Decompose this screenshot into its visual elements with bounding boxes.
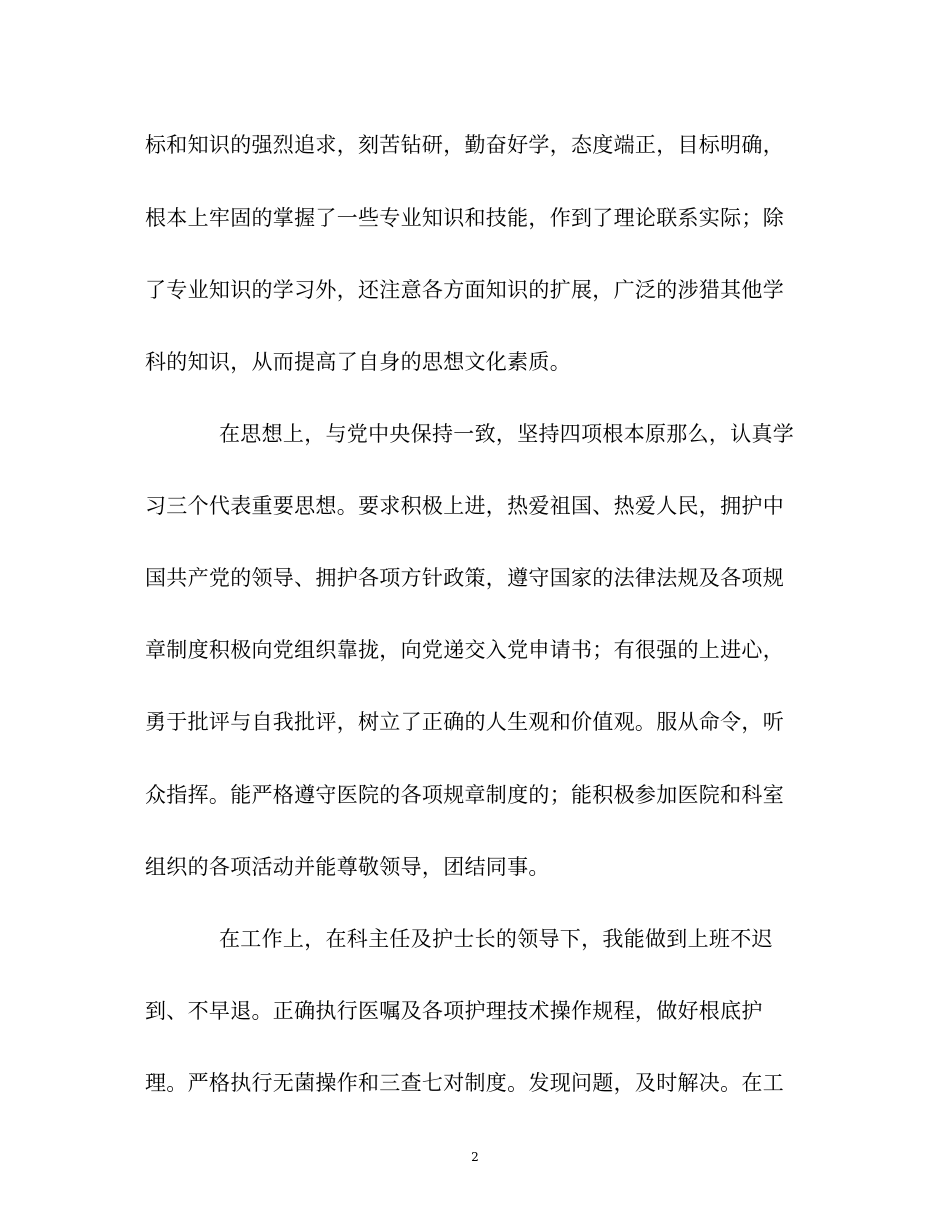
paragraph-first-line: 在工作上，在科主任及护士长的领导下，我能做到上班不迟 [219, 927, 773, 951]
text-line: 国共产党的领导、拥护各项方针政策，遵守国家的法律法规及各项规 [145, 566, 784, 590]
text-line: 了专业知识的学习外，还注意各方面知识的扩展，广泛的涉猎其他学 [145, 278, 784, 302]
text-line: 章制度积极向党组织靠拢，向党递交入党申请书；有很强的上进心， [145, 638, 784, 662]
text-line: 标和知识的强烈追求，刻苦钻研，勤奋好学，态度端正，目标明确， [145, 133, 784, 157]
page-number: 2 [471, 1150, 479, 1164]
text-line: 众指挥。能严格遵守医院的各项规章制度的；能积极参加医院和科室 [145, 783, 784, 807]
text-line: 习三个代表重要思想。要求积极上进，热爱祖国、热爱人民，拥护中 [145, 494, 784, 518]
text-line: 科的知识，从而提高了自身的思想文化素质。 [145, 350, 571, 374]
text-line: 勇于批评与自我批评，树立了正确的人生观和价值观。服从命令，听 [145, 710, 784, 734]
text-line: 到、不早退。正确执行医嘱及各项护理技术操作规程，做好根底护 [145, 999, 763, 1023]
text-line: 根本上牢固的掌握了一些专业知识和技能，作到了理论联系实际；除 [145, 206, 784, 230]
text-line: 理。严格执行无菌操作和三查七对制度。发现问题，及时解决。在工 [145, 1071, 784, 1095]
paragraph-first-line: 在思想上，与党中央保持一致，坚持四项根本原那么，认真学 [219, 422, 795, 446]
text-line: 组织的各项活动并能尊敬领导，团结同事。 [145, 855, 550, 879]
